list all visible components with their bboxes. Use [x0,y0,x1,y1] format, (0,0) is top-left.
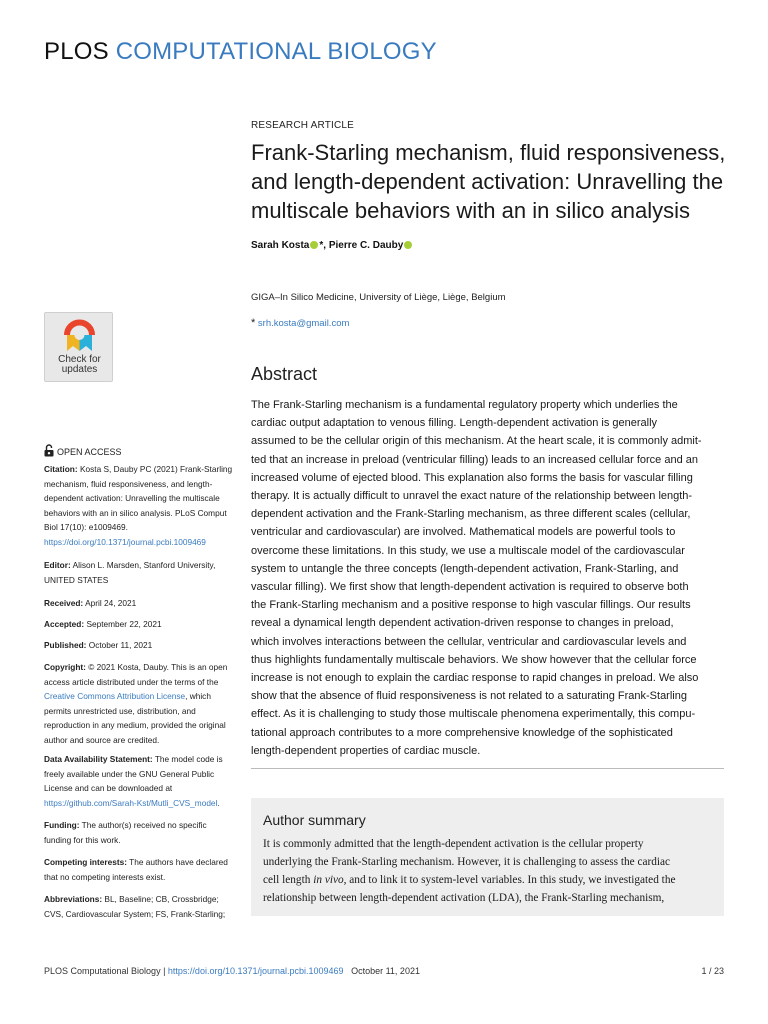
author-name[interactable]: Pierre C. Dauby [328,240,404,251]
journal-name: COMPUTATIONAL BIOLOGY [115,38,437,65]
article-title: Frank-Starling mechanism, fluid responsiveness, and length-dependent activation: Unravelling the multiscale behaviors with an in silico analysis [251,140,726,223]
open-access-text: OPEN ACCESS [57,447,122,457]
article-type: RESEARCH ARTICLE [251,120,355,131]
footer-doi-link[interactable]: https://doi.org/10.1371/journal.pcbi.1009469 [167,966,344,976]
published-block [44,638,234,653]
abstract-line: dependent activation and the Frank-Starling mechanism, as three different scales (cellular, [251,508,691,521]
abstract-line: The Frank-Starling mechanism is a fundamental regulatory property which underlies the [251,399,678,411]
editor-label: Editor: [44,560,71,570]
data-availability-block [44,752,234,810]
corresp-email-link[interactable]: srh.kosta@gmail.com [257,318,350,329]
summary-text: cell length [263,874,314,886]
abstract-line: therapy. It is actually difficult to unravel the exact nature of the relationship between length- [251,490,693,503]
summary-line: underlying the Frank-Starling mechanism. However, it is challenging to assess the cardiac [263,856,671,868]
copyright-text: , which permits unrestricted use, distribution, and reproduction in any medium, provided the original author and source are credited. [44,691,226,745]
abstract-line: vascular filling). We first show that length-dependent activation is required to observe both [251,581,689,594]
badge-label [45,355,114,375]
abstract-line: thus highlights fundamentally multiscale behaviors. We show however that the cellular force [251,653,697,666]
abstract-body [251,396,726,760]
journal-publisher: PLOS [44,38,109,65]
data-availability-text: The model code is freely available under the GNU General Public License and can be downloaded at [44,754,223,794]
published-date: October 11, 2021 [88,640,153,650]
data-availability-end: . [217,797,220,808]
summary-line: It is commonly admitted that the length-dependent activation is the cellular property [263,838,644,850]
affiliation: GIGA–In Silico Medicine, University of Liège, Liège, Belgium [251,292,506,303]
author-list [251,240,726,251]
badge-line: updates [61,364,98,375]
open-access-label [44,444,122,457]
summary-text: , and to link it to system-level variables. In this study, we investigated the [343,874,676,886]
summary-italic: in vivo [313,874,344,886]
corresp-star: * [251,317,256,329]
github-link[interactable]: https://github.com/Sarah-Kst/Mutli_CVS_model [44,797,218,808]
accepted-date: September 22, 2021 [86,619,162,629]
abstract-line: increase is not enough to explain the cardiac response to rapid changes in preload. We also [251,672,699,685]
accepted-label: Accepted: [44,619,85,629]
author-name[interactable]: Sarah Kosta [251,240,310,251]
data-availability-label: Data Availability Statement: [44,754,153,764]
citation-text: Kosta S, Dauby PC (2021) Frank-Starling mechanism, fluid responsiveness, and length-dependent activation: Unravelling the multiscale behaviors with an in silico analysis. PLoS Comput Biol 17(10): e1009469. [44,464,233,533]
orcid-icon[interactable] [404,241,412,249]
summary-line [263,871,718,889]
abstract-line: length-dependent properties of cardiac muscle. [251,744,481,757]
crossmark-icon [63,318,96,354]
license-link[interactable]: Creative Commons Attribution License [44,691,186,702]
abbreviations-text: BL, Baseline; CB, Crossbridge; CVS, Cardiovascular System; FS, Frank-Starling; [44,894,226,919]
footer-separator: | [160,966,168,976]
abstract-line: increased volume of ejected blood. This explanation also forms the basis for vascular filling [251,471,693,484]
footer-date: October 11, 2021 [351,966,420,976]
page-footer [44,966,724,976]
competing-interests-label: Competing interests: [44,857,127,867]
copyright-text: © 2021 Kosta, Dauby. This is an open access article distributed under the terms of the [44,662,228,687]
abstract-line: reveal a dynamical length dependent activation-driven response to changes in preload, [251,617,674,630]
editor-block [44,558,234,587]
accepted-block [44,617,234,632]
citation-doi-link[interactable]: https://doi.org/10.1371/journal.pcbi.1009469 [44,536,206,547]
abstract-line: overcome these limitations. In this study, we use a multiscale model of the cardiovascular [251,544,685,557]
open-lock-icon [44,444,54,457]
funding-block [44,818,234,847]
abstract-line: the Frank-Starling mechanism and a positive response to high vascular fillings. Our results [251,599,691,612]
published-label: Published: [44,640,87,650]
abbreviations-block [44,892,234,921]
received-label: Received: [44,598,84,608]
author-summary-body [263,835,718,907]
citation-label: Citation: [44,464,78,474]
corresponding-author [251,317,726,329]
competing-interests-text: The authors have declared that no competing interests exist. [44,857,228,882]
abstract-line: tational approach contributes to a more comprehensive knowledge of the sophisticated [251,726,673,739]
page-number: 1 / 23 [701,966,724,976]
abstract-line: system to untangle the three concepts (length-dependent activation, Frank-Starling, and [251,562,679,575]
badge-line: Check for [58,354,101,365]
received-date: April 24, 2021 [85,598,137,608]
author-mark: *, [319,240,327,251]
competing-interests-block [44,855,234,884]
section-divider [251,768,724,769]
abstract-line: which involves interactions between the cellular, ventricular and cardiovascular levels and [251,635,687,648]
author-summary-heading: Author summary [263,812,366,828]
abstract-line: cardiac output adaptation to venous filling. Length-dependent activation is generally [251,417,658,430]
check-for-updates-badge[interactable] [44,312,113,382]
journal-header [44,38,437,66]
summary-line: relationship between length-dependent activation (LDA), the Frank-Starling mechanism, [263,892,665,904]
abstract-line: assumed to be the cellular origin of this mechanism. At the heart scale, it is commonly admit- [251,435,702,448]
abstract-line: ventricular and cardiovascular) are involved. Mathematical models are powerful tools to [251,526,676,539]
citation-block [44,462,234,550]
copyright-label: Copyright: [44,662,86,672]
abstract-line: ted that an increase in preload (ventricular filling) leads to an increased cellular force and an [251,453,698,466]
abstract-line: show that the absence of fluid responsiveness is not related to a saturating Frank-Starling [251,690,687,703]
funding-text: The author(s) received no specific funding for this work. [44,820,207,845]
copyright-block [44,660,234,748]
funding-label: Funding: [44,820,80,830]
footer-journal: PLOS Computational Biology [44,966,161,976]
orcid-icon[interactable] [310,241,318,249]
abstract-heading: Abstract [251,364,318,384]
abstract-line: effect. As it is challenging to study those multiscale phenomena experimentally, this compu- [251,708,696,721]
editor-text: Alison L. Marsden, Stanford University, UNITED STATES [44,560,216,585]
received-block [44,596,234,611]
abbreviations-label: Abbreviations: [44,894,103,904]
